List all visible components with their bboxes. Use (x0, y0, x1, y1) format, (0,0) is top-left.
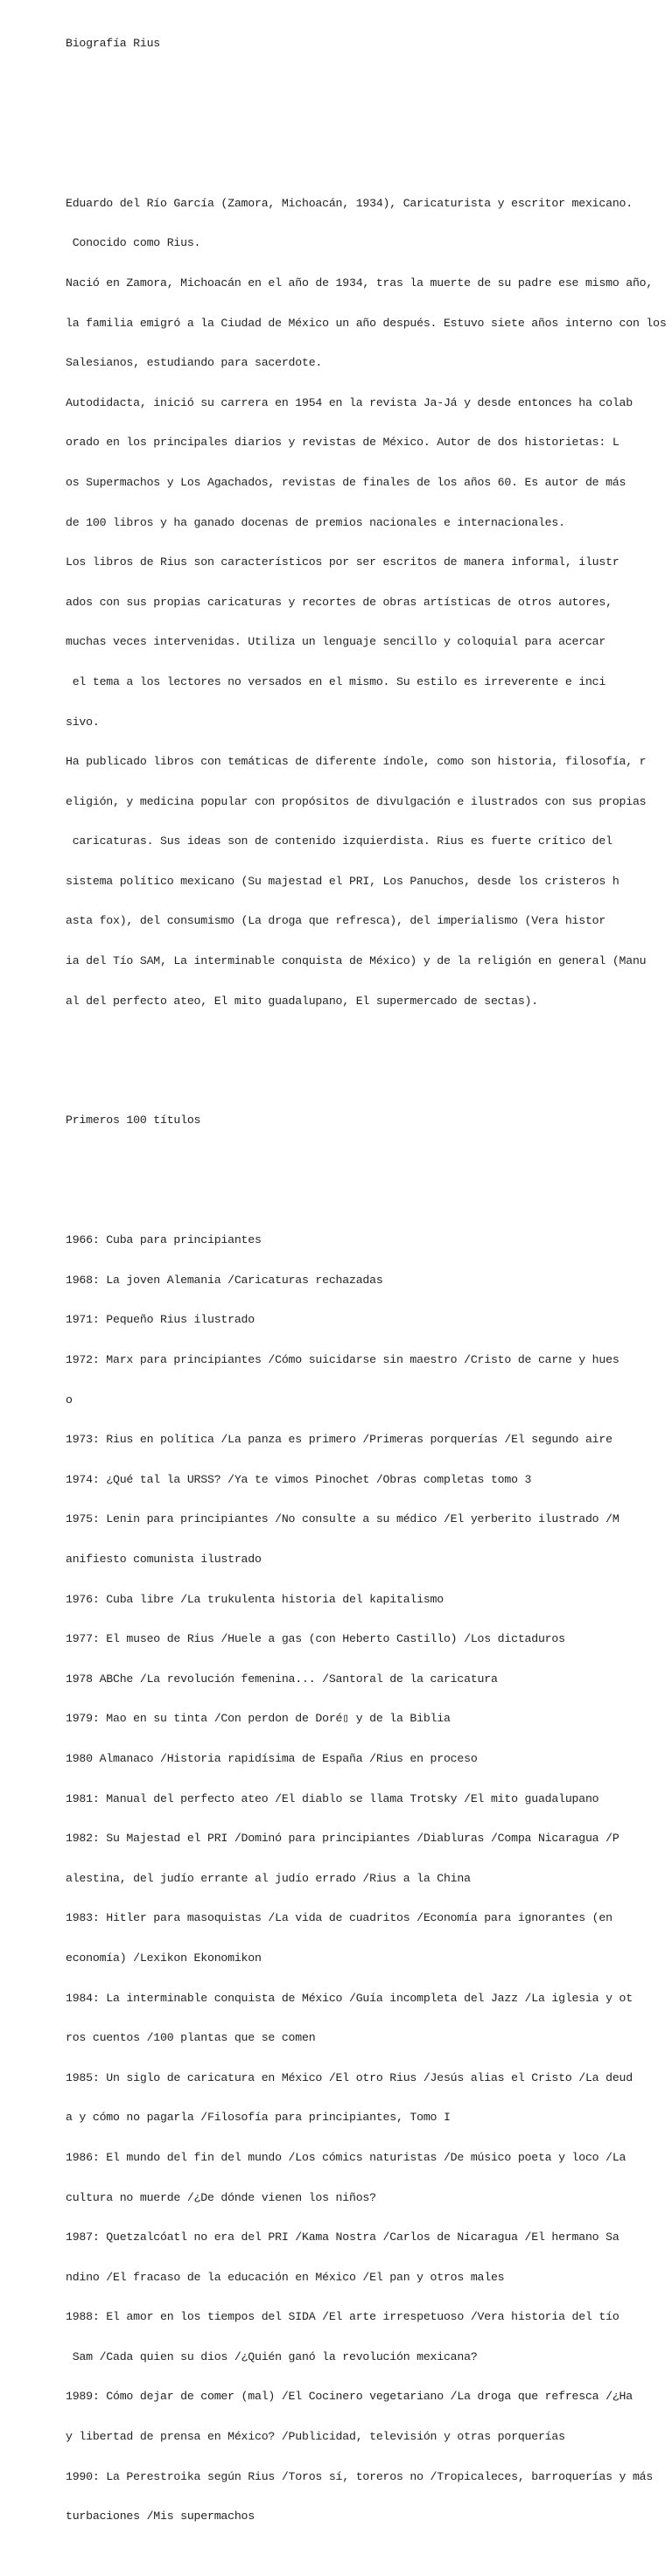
biography-line: sivo. (66, 715, 100, 729)
title-line: y libertad de prensa en México? /Publicidad, televisión y otras porquerías (66, 2430, 565, 2444)
title-line: ndino /El fracaso de la educación en México /El pan y otros males (66, 2270, 505, 2284)
title-line: alestina, del judío errante al judío errado /Rius a la China (66, 1871, 471, 1885)
biography-line: Autodidacta, inició su carrera en 1954 en la revista Ja-Já y desde entonces ha colab (66, 395, 633, 409)
title-line: 1975: Lenin para principiantes /No consulte a su médico /El yerberito ilustrado /M (66, 1512, 620, 1526)
title-line: 1978 ABChe /La revolución femenina... /Santoral de la caricatura (66, 1672, 498, 1686)
title-line: turbaciones /Mis supermachos (66, 2510, 255, 2524)
title-line: cultura no muerde /¿De dónde vienen los niños? (66, 2190, 376, 2204)
biography-line: asta fox), del consumismo (La droga que refresca), del imperialismo (Vera histor (66, 914, 606, 928)
title-line: 1982: Su Majestad el PRI /Dominó para principiantes /Diabluras /Compa Nicaragua /P (66, 1832, 620, 1846)
title-line: 1979: Mao en su tinta /Con perdon de Doré▯ y de la Biblia (66, 1712, 451, 1726)
title-line: 1968: La joven Alemania /Caricaturas rechazadas (66, 1273, 383, 1287)
biography-line: caricaturas. Sus ideas son de contenido izquierdista. Rius es fuerte crítico del (66, 834, 612, 848)
title-line: 1976: Cuba libre /La trukulenta historia del kapitalismo (66, 1592, 444, 1606)
biography-line: Eduardo del Río García (Zamora, Michoacán, 1934), Caricaturista y escritor mexicano. (66, 196, 633, 210)
biography-line: al del perfecto ateo, El mito guadalupano, El supermercado de sectas). (66, 994, 538, 1008)
title-line: economía) /Lexikon Ekonomikon (66, 1951, 262, 1965)
document-title: Biografía Rius (66, 37, 160, 51)
title-line: Sam /Cada quien su dios /¿Quién ganó la revolución mexicana? (66, 2349, 478, 2363)
biography-line: Salesianos, estudiando para sacerdote. (66, 356, 323, 370)
title-line: 1984: La interminable conquista de México /Guía incompleta del Jazz /La iglesia y ot (66, 1991, 633, 2005)
biography-line: sistema político mexicano (Su majestad el PRI, Los Panuchos, desde los cristeros h (66, 874, 620, 888)
title-line: ros cuentos /100 plantas que se comen (66, 2031, 316, 2045)
title-line: 1990: La Perestroika según Rius /Toros sí, toreros no /Tropicaleces, barroquerías y más (66, 2469, 654, 2483)
title-line: 1989: Cómo dejar de comer (mal) /El Cocinero vegetariano /La droga que refresca /¿Ha (66, 2390, 633, 2404)
biography-line: orado en los principales diarios y revistas de México. Autor de dos historietas: L (66, 436, 620, 450)
title-line: 1985: Un siglo de caricatura en México /El otro Rius /Jesús alias el Cristo /La deud (66, 2070, 633, 2084)
title-line: 1971: Pequeño Rius ilustrado (66, 1313, 255, 1327)
title-line: 1973: Rius en política /La panza es primero /Primeras porquerías /El segundo aire (66, 1433, 612, 1447)
biography-line: os Supermachos y Los Agachados, revistas de finales de los años 60. Es autor de más (66, 475, 626, 489)
title-line: 1981: Manual del perfecto ateo /El diablo se llama Trotsky /El mito guadalupano (66, 1791, 599, 1805)
biography-line: Ha publicado libros con temáticas de diferente índole, como son historia, filosofía, r (66, 755, 647, 769)
biography-line: Conocido como Rius. (66, 236, 201, 250)
biography-line: el tema a los lectores no versados en el mismo. Su estilo es irreverente e inci (66, 674, 606, 688)
title-line: 1977: El museo de Rius /Huele a gas (con Heberto Castillo) /Los dictaduros (66, 1632, 565, 1646)
biography-line: ia del Tío SAM, La interminable conquista de México) y de la religión en general (Manu (66, 954, 647, 968)
document-body (66, 10, 667, 2576)
blank-line (66, 77, 661, 90)
biography-line: eligión, y medicina popular con propósitos de divulgación e ilustrados con sus propias (66, 794, 647, 808)
title-line: 1980 Almanaco /Historia rapidísima de España /Rius en proceso (66, 1751, 478, 1765)
title-line: 1983: Hitler para masoquistas /La vida de cuadritos /Economía para ignorantes (en (66, 1911, 612, 1925)
title-line: 1988: El amor en los tiempos del SIDA /El arte irrespetuoso /Vera historia del tío (66, 2310, 620, 2324)
title-line: o (66, 1393, 73, 1407)
blank-line (66, 1074, 661, 1087)
title-line: anifiesto comunista ilustrado (66, 1553, 262, 1567)
blank-line (66, 117, 661, 130)
title-line: 1972: Marx para principiantes /Cómo suicidarse sin maestro /Cristo de carne y hues (66, 1353, 620, 1367)
biography-line: muchas veces intervenidas. Utiliza un lenguaje sencillo y coloquial para acercar (66, 635, 606, 649)
title-line: 1974: ¿Qué tal la URSS? /Ya te vimos Pinochet /Obras completas tomo 3 (66, 1472, 532, 1486)
title-line: 1987: Quetzalcóatl no era del PRI /Kama Nostra /Carlos de Nicaragua /El hermano Sa (66, 2230, 620, 2244)
title-line: a y cómo no pagarla /Filosofía para principiantes, Tomo I (66, 2111, 451, 2125)
section-title: Primeros 100 títulos (66, 1113, 201, 1127)
biography-line: Nació en Zamora, Michoacán en el año de 1934, tras la muerte de su padre ese mismo año, (66, 276, 654, 290)
biography-line: de 100 libros y ha ganado docenas de premios nacionales e internacionales. (66, 515, 565, 529)
title-line: 1986: El mundo del fin del mundo /Los cómics naturistas /De músico poeta y loco /La (66, 2150, 626, 2164)
biography-section (66, 170, 667, 1034)
title-line: 1966: Cuba para principiantes (66, 1233, 262, 1247)
blank-line (66, 1154, 661, 1167)
biography-line: la familia emigró a la Ciudad de México un año después. Estuvo siete años interno con los (66, 316, 667, 330)
biography-line: Los libros de Rius son característicos por ser escritos de manera informal, ilustr (66, 555, 620, 569)
biography-line: ados con sus propias caricaturas y recortes de obras artísticas de otros autores, (66, 595, 612, 609)
titles-list (66, 1207, 661, 2550)
